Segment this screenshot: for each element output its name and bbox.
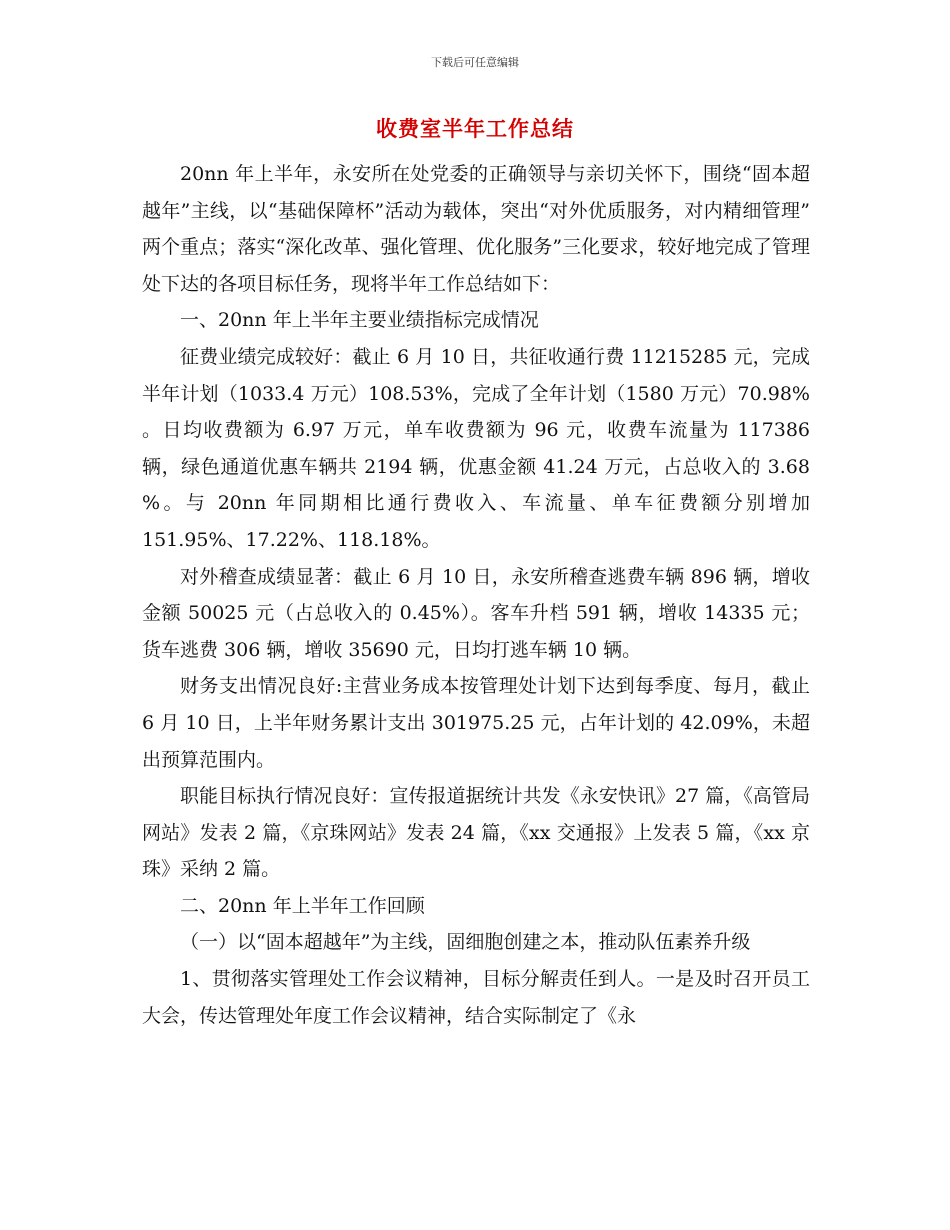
document-title: 收费室半年工作总结 <box>376 117 574 141</box>
subsection-heading-1: （一）以“固本超越年”为主线，固细胞创建之本，推动队伍素养升级 <box>180 931 751 954</box>
section-heading-1: 一、20nn 年上半年主要业绩指标完成情况 <box>180 309 539 332</box>
paragraph-publicity: 职能目标执行情况良好：宣传报道据统计共发《永安快讯》27 篇，《高管局网站》发表 2 篇，《京珠网站》发表 24 篇，《xx 交通报》上发表 5 篇，《xx 京珠》采纳 2 篇。 <box>142 785 810 881</box>
paragraph-item-1: 1、贯彻落实管理处工作会议精神，目标分解责任到人。一是及时召开员工大会，传达管理处年度工作会议精神，结合实际制定了《永 <box>142 968 810 1027</box>
paragraph-fee-collection: 征费业绩完成较好：截止 6 月 10 日，共征收通行费 11215285 元，完成半年计划（1033.4 万元）108.53%，完成了全年计划（1580 万元）70.98% 。日均收费额为 6.97 万元，单车收费额为 96 元，收费车流量为 117386 辆，绿色通道优惠车辆共 2194 辆，优惠金额 41.24 万元，占总收入的 3.68 %。与 20nn 年同期相比通行费收入、车流量、单车征费额分别增加 151.95%、17.22%、118.18%。 <box>142 345 810 551</box>
paragraph-inspection: 对外稽查成绩显著：截止 6 月 10 日，永安所稽查逃费车辆 896 辆，增收金额 50025 元（占总收入的 0.45%）。客车升档 591 辆，增收 14335 元；货车逃费 306 辆，增收 35690 元，日均打逃车辆 10 辆。 <box>142 565 810 661</box>
section-heading-2: 二、20nn 年上半年工作回顾 <box>180 894 425 917</box>
document-body <box>142 156 810 1034</box>
paragraph-finance: 财务支出情况良好:主营业务成本按管理处计划下达到每季度、每月，截止 6 月 10 日，上半年财务累计支出 301975.25 元，占年计划的 42.09%，未超出预算范围内。 <box>142 675 810 771</box>
header-note: 下载后可任意编辑 <box>431 56 519 69</box>
paragraph-intro: 20nn 年上半年，永安所在处党委的正确领导与亲切关怀下，围绕“固本超越年”主线，以“基础保障杯”活动为载体，突出“对外优质服务，对内精细管理” 两个重点；落实“深化改革、强化管理、优化服务”三化要求，较好地完成了管理处下达的各项目标任务，现将半年工作总结如下： <box>142 163 810 295</box>
